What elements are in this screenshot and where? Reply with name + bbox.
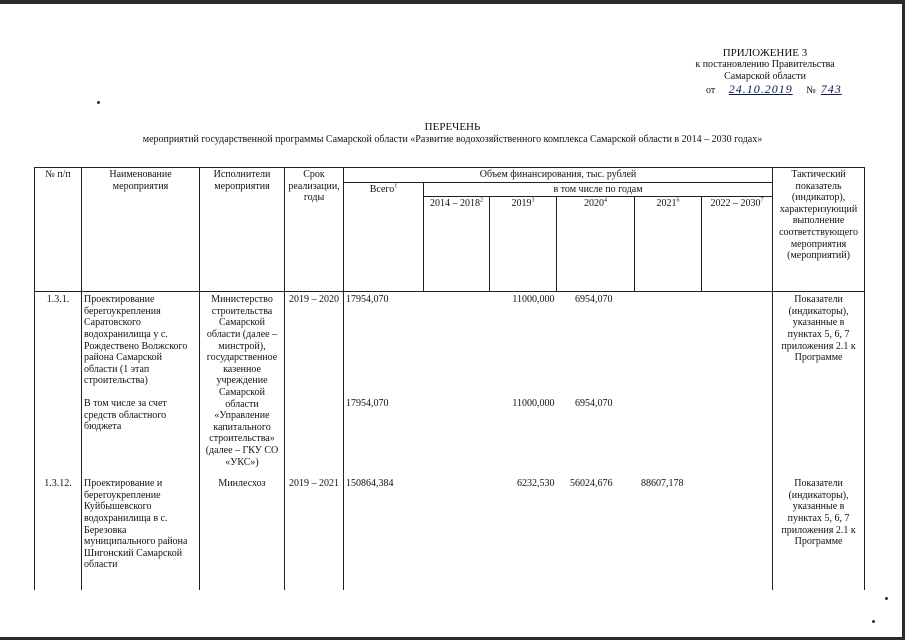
table-row bbox=[35, 396, 865, 476]
scan-speck bbox=[97, 101, 100, 104]
row-indicator: Показатели (индикаторы), указанные в пунктах 5, 6, 7 приложения 2.1 к Программе bbox=[773, 476, 865, 590]
row-term: 2019 – 2021 bbox=[285, 476, 344, 590]
annex-line-2: Самарской области bbox=[724, 71, 806, 82]
header-2019 bbox=[490, 197, 557, 292]
header-2020-label: 2020 bbox=[584, 198, 604, 210]
header-num: № п/п bbox=[35, 168, 82, 292]
row-2020: 6954,070 bbox=[575, 294, 613, 306]
row-num: 1.3.1. bbox=[35, 292, 82, 477]
header-2019-label: 2019 bbox=[511, 198, 532, 210]
row-indicator bbox=[773, 396, 865, 476]
measures-table bbox=[34, 167, 865, 590]
row-name: Проектирование и берегоукрепление Куйбышевского водохранилища в с. Березовка муниципального района Шигонский Самарской области bbox=[82, 476, 200, 590]
row-term: 2019 – 2020 bbox=[285, 292, 344, 397]
document-title: ПЕРЕЧЕНЬ bbox=[424, 121, 481, 133]
header-2021 bbox=[635, 197, 702, 292]
row-2014-2018 bbox=[424, 292, 490, 397]
annex-line-1: к постановлению Правительства bbox=[695, 59, 835, 70]
row-2019: 11000,000 bbox=[512, 294, 555, 306]
annex-number-handwritten: 743 bbox=[820, 82, 842, 96]
header-2022-2030 bbox=[702, 197, 773, 292]
header-2022-2030-footnote: 7 bbox=[760, 197, 764, 204]
header-indicator: Тактический показатель (индикатор), характеризующий выполнение соответствующего мероприятия (мероприятий) bbox=[773, 168, 865, 292]
header-executor: Исполнители мероприятия bbox=[200, 168, 285, 292]
annex-date-line bbox=[640, 83, 890, 97]
header-2014-2018-label: 2014 – 2018 bbox=[430, 198, 480, 210]
header-2021-footnote: 6 bbox=[676, 197, 680, 204]
row-indicator: Показатели (индикаторы), указанные в пунктах 5, 6, 7 приложения 2.1 к Программе bbox=[773, 292, 865, 397]
row-2014-2018 bbox=[424, 476, 490, 590]
header-2019-footnote: 3 bbox=[531, 197, 535, 204]
row-2019: 11000,000 bbox=[512, 398, 555, 410]
row-2019: 6232,530 bbox=[517, 478, 555, 490]
header-2020-footnote: 4 bbox=[604, 197, 607, 204]
row-executor: Минлесхоз bbox=[200, 476, 285, 590]
header-funding: Объем финансирования, тыс. рублей bbox=[344, 168, 773, 183]
scan-speck bbox=[885, 597, 888, 600]
header-2020 bbox=[557, 197, 635, 292]
annex-title: ПРИЛОЖЕНИЕ 3 bbox=[722, 47, 808, 59]
scan-speck bbox=[872, 620, 875, 623]
row-2022-2030 bbox=[702, 396, 773, 476]
annex-number-label: № bbox=[806, 85, 816, 96]
row-2021 bbox=[635, 292, 702, 397]
row-name: В том числе за счет средств областного бюджета bbox=[82, 396, 200, 476]
header-total bbox=[344, 182, 424, 292]
row-name: Проектирование берегоукрепления Саратовского водохранилища у с. Рождествено Волжского района Самарской области (1 этап строительства) bbox=[82, 292, 200, 397]
document-subtitle: мероприятий государственной программы Самарской области «Развитие водохозяйственного комплекса Самарской области в 2014 – 2030 годах» bbox=[142, 134, 763, 145]
annex-block bbox=[640, 47, 890, 97]
scan-border-top bbox=[0, 0, 905, 4]
row-2021: 88607,178 bbox=[641, 478, 684, 490]
row-term bbox=[285, 396, 344, 476]
header-2014-2018 bbox=[424, 197, 490, 292]
header-total-label: Всего bbox=[369, 183, 395, 195]
annex-from-label: от bbox=[706, 85, 716, 96]
row-executor: Министерство строительства Самарской области (далее – минстрой), государственное казенное учреждение Самарской области «Управление капитального строительства» (далее – ГКУ СО «УКС») bbox=[200, 292, 285, 477]
row-2020: 56024,676 bbox=[570, 478, 613, 490]
row-total: 150864,384 bbox=[346, 478, 394, 490]
header-2022-2030-label: 2022 – 2030 bbox=[710, 198, 761, 210]
header-2014-2018-footnote: 2 bbox=[480, 197, 483, 204]
row-2014-2018 bbox=[424, 396, 490, 476]
header-2021-label: 2021 bbox=[656, 198, 677, 210]
annex-date-handwritten: 24.10.2019 bbox=[728, 82, 793, 96]
table-row bbox=[35, 292, 865, 397]
header-by-years: в том числе по годам bbox=[424, 182, 773, 197]
header-name: Наименование мероприятия bbox=[82, 168, 200, 292]
row-2022-2030 bbox=[702, 292, 773, 397]
row-2021 bbox=[635, 396, 702, 476]
row-total: 17954,070 bbox=[346, 294, 389, 306]
row-2022-2030 bbox=[702, 476, 773, 590]
row-2020: 6954,070 bbox=[575, 398, 613, 410]
header-term: Срок реализации, годы bbox=[285, 168, 344, 292]
row-num: 1.3.12. bbox=[35, 476, 82, 590]
header-total-footnote: 1 bbox=[394, 183, 398, 190]
row-total: 17954,070 bbox=[346, 398, 389, 410]
table-row bbox=[35, 476, 865, 590]
